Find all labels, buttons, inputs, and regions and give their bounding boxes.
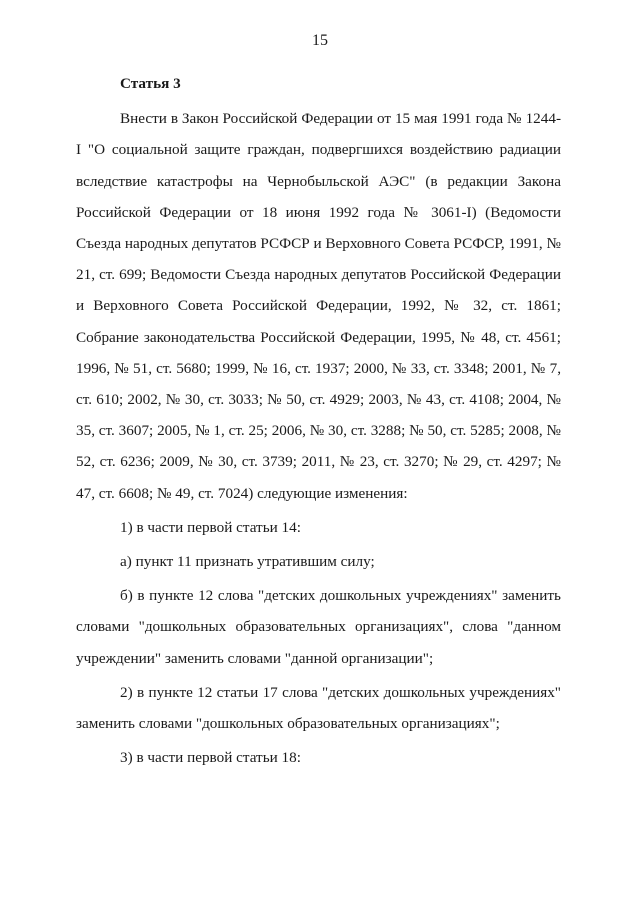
- list-item: 2) в пункте 12 статьи 17 слова "детских дошкольных учреждениях" заменить словами "дошкольных образовательных организациях";: [76, 683, 561, 733]
- page-number: 15: [312, 32, 328, 49]
- article-heading: Статья 3: [120, 75, 181, 92]
- list-item: а) пункт 11 признать утратившим силу;: [120, 553, 375, 571]
- list-item: 3) в части первой статьи 18:: [120, 749, 301, 767]
- list-item: 1) в части первой статьи 14:: [120, 518, 301, 536]
- document-body: [76, 68, 561, 773]
- list-item: б) в пункте 12 слова "детских дошкольных учреждениях" заменить словами "дошкольных образовательных организациях", слова "данном учреждении" заменить словами "данной организации";: [76, 587, 561, 667]
- article-intro-paragraph: Внести в Закон Российской Федерации от 15 мая 1991 года № 1244-I "О социальной защите граждан, подвергшихся воздействию радиации вследствие катастрофы на Чернобыльской АЭС" (в редакции Закона Российской Федерации от 18 июня 1992 года № 3061-I) (Ведомости Съезда народных депутатов РСФСР и Верховного Совета РСФСР, 1991, № 21, ст. 699; Ведомости Съезда народных депутатов Российской Федерации и Верховного Совета Российской Федерации, 1992, № 32, ст. 1861; Собрание законодательства Российской Федерации, 1995, № 48, ст. 4561; 1996, № 51, ст. 5680; 1999, № 16, ст. 1937; 2000, № 33, ст. 3348; 2001, № 7, ст. 610; 2002, № 30, ст. 3033; № 50, ст. 4929; 2003, № 43, ст. 4108; 2004, № 35, ст. 3607; 2005, № 1, ст. 25; 2006, № 30, ст. 3288; № 50, ст. 5285; 2008, № 52, ст. 6236; 2009, № 30, ст. 3739; 2011, № 23, ст. 3270; № 29, ст. 4297; № 47, ст. 6608; № 49, ст. 7024) следующие изменения:: [76, 110, 561, 502]
